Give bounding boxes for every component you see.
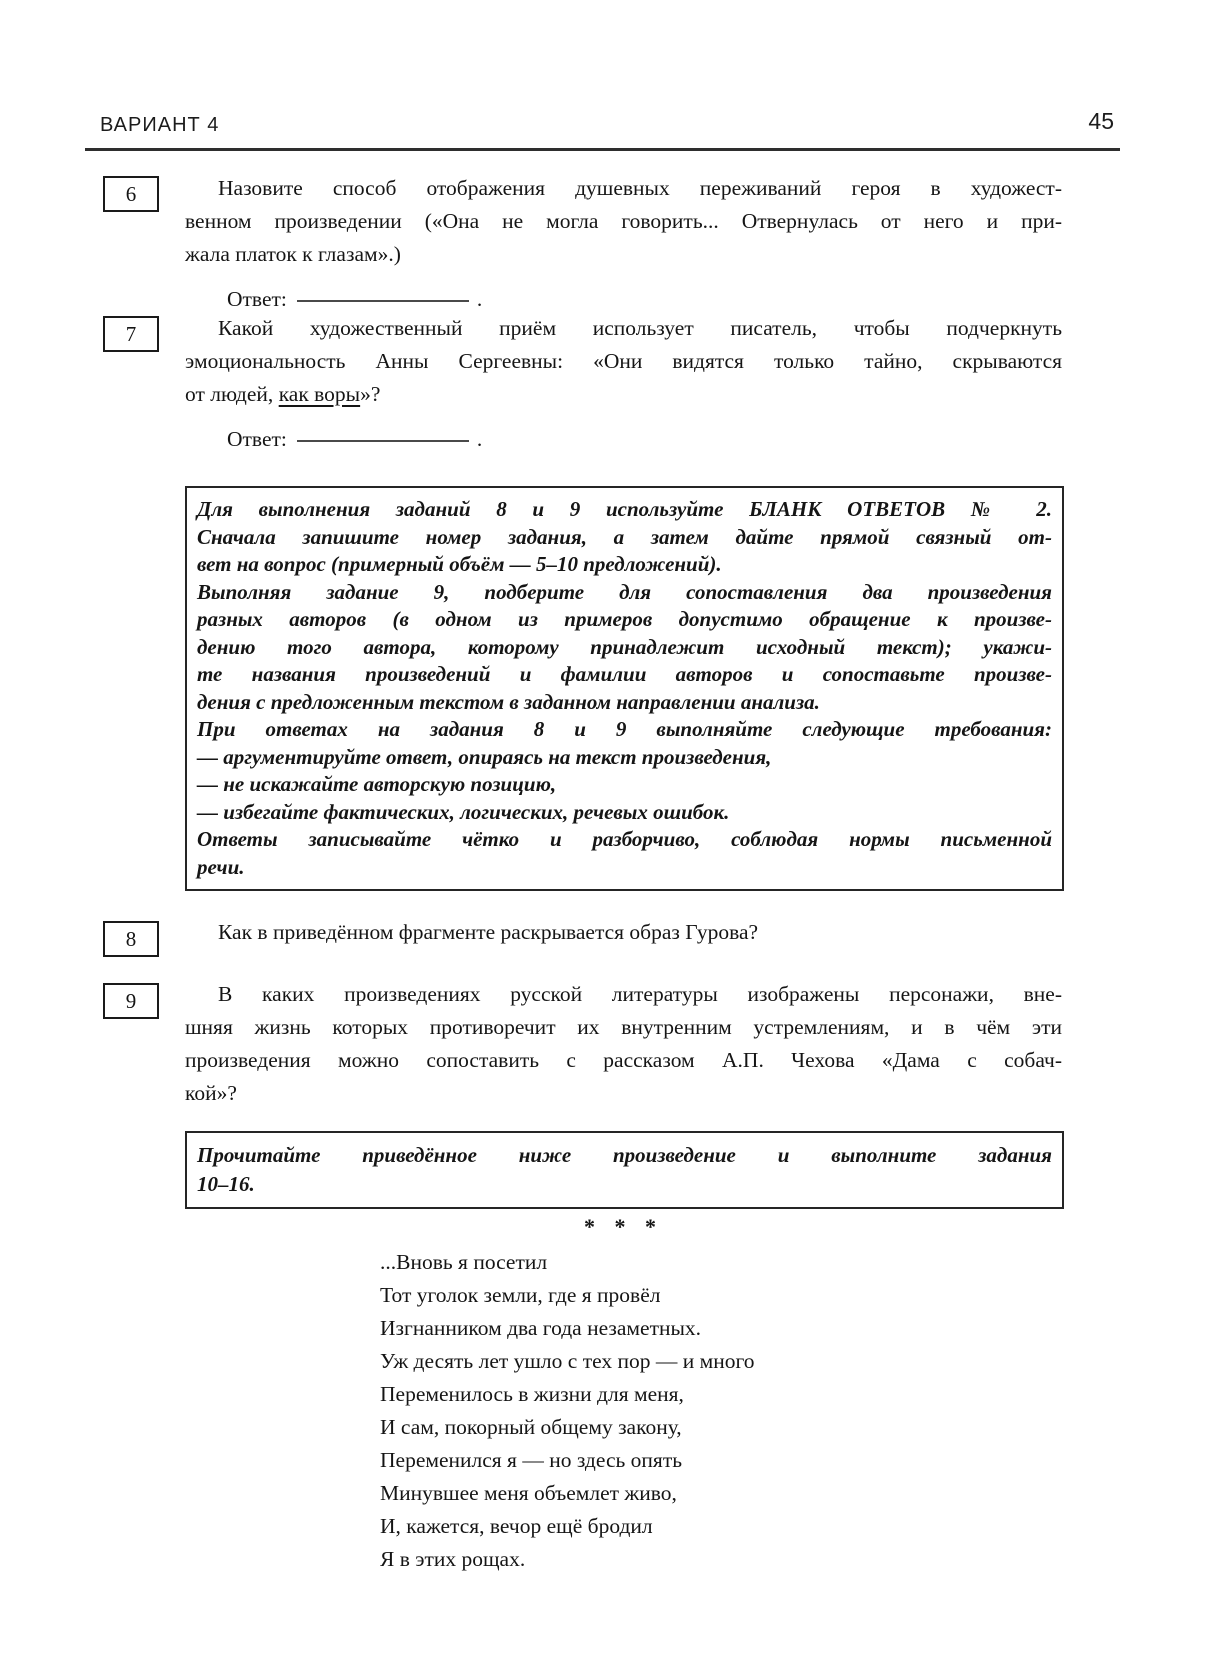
instruction-line: При ответах на задания 8 и 9 выполняйте следующие требования: (197, 717, 1052, 741)
instruction-line: вет на вопрос (примерный объём — 5–10 предложений). (197, 552, 722, 576)
answer-period: . (476, 427, 483, 451)
question-6-text (185, 172, 1062, 316)
question-9-line: кой»? (185, 1081, 237, 1105)
instruction-line: Прочитайте приведённое ниже произведение и выполните задания (197, 1143, 1052, 1167)
poem-line: Переменилось в жизни для меня, (380, 1382, 684, 1406)
question-9-line: произведения можно сопоставить с рассказом А.П. Чехова «Дама с собач- (185, 1048, 1062, 1072)
poem-line: Тот уголок земли, где я провёл (380, 1283, 661, 1307)
question-9-number: 9 (125, 988, 137, 1013)
instruction-line: разных авторов (в одном из примеров допустимо обращение к произве- (197, 607, 1052, 631)
poem-line: Я в этих рощах. (380, 1547, 526, 1571)
instruction-line: — избегайте фактических, логических, речевых ошибок. (197, 799, 730, 824)
question-9-text (185, 978, 1062, 1110)
question-8-number: 8 (125, 926, 137, 951)
poem-line: Переменился я — но здесь опять (380, 1448, 683, 1472)
question-6-line: Назовите способ отображения душевных переживаний героя в художест- (218, 176, 1062, 200)
question-7-underlined-phrase: как воры (278, 382, 361, 406)
instruction-line: дения с предложенным текстом в заданном направлении анализа. (197, 689, 820, 714)
instruction-line: Для выполнения заданий 8 и 9 используйте БЛАНК ОТВЕТОВ № 2. (197, 497, 1052, 521)
question-7-line3-suffix: »? (360, 382, 381, 406)
question-7-line (185, 378, 1062, 411)
poem-separator-asterisks: * * * (584, 1214, 663, 1239)
question-7-line: эмоциональность Анны Сергеевны: «Они видятся только тайно, скрываются (185, 349, 1062, 373)
question-9-line: В каких произведениях русской литературы изображены персонажи, вне- (218, 982, 1062, 1006)
instruction-line: — не искажайте авторскую позицию, (197, 772, 557, 796)
question-7-answer-row (185, 423, 1062, 456)
instruction-line: Выполняя задание 9, подберите для сопоставления два произведения (197, 579, 1052, 604)
answer-period: . (476, 287, 483, 311)
instruction-line: речи. (197, 854, 245, 879)
question-6-line: жала платок к глазам».) (185, 242, 401, 266)
question-8-line: Как в приведённом фрагменте раскрывается образ Гурова? (218, 920, 759, 944)
answer-label: Ответ: (227, 427, 287, 451)
question-8-text (185, 916, 1062, 949)
answer-blank-line (297, 439, 469, 442)
header-page-number: 45 (1088, 108, 1114, 134)
instruction-box-tasks-8-9 (185, 486, 1064, 891)
question-6-line: венном произведении («Она не могла говорить... Отвернулась от него и при- (185, 209, 1062, 233)
question-7-text (185, 312, 1062, 456)
instruction-line: Ответы записывайте чётко и разборчиво, соблюдая нормы письменной (197, 827, 1052, 851)
question-7-number: 7 (125, 321, 137, 346)
instruction-line: те названия произведений и фамилии авторов и сопоставьте произве- (197, 662, 1052, 686)
poem-text (380, 1246, 755, 1576)
poem-line: Минувшее меня объемлет живо, (380, 1481, 677, 1505)
question-7-line: Какой художественный приём использует писатель, чтобы подчеркнуть (218, 316, 1062, 340)
poem-line: Уж десять лет ушло с тех пор — и много (380, 1349, 755, 1373)
poem-line: ...Вновь я посетил (380, 1250, 548, 1274)
header-rule (85, 148, 1120, 151)
poem-line: И сам, покорный общему закону, (380, 1415, 682, 1439)
question-9-number-box (103, 983, 159, 1019)
question-9-line: шняя жизнь которых противоречит их внутренним устремлениям, и в чём эти (185, 1015, 1062, 1039)
instruction-line: дению того автора, которому принадлежит исходный текст); укажи- (197, 634, 1052, 659)
instruction-line: — аргументируйте ответ, опираясь на текст произведения, (197, 744, 772, 769)
question-6-number: 6 (125, 181, 137, 206)
poem-line: И, кажется, вечор ещё бродил (380, 1514, 653, 1538)
header-variant-label: ВАРИАНТ 4 (100, 114, 220, 136)
instruction-box-tasks-10-16 (185, 1131, 1064, 1209)
answer-label: Ответ: (227, 287, 287, 311)
answer-blank-line (297, 299, 469, 302)
question-6-number-box (103, 176, 159, 212)
question-8-number-box (103, 921, 159, 957)
poem-line: Изгнанником два года незаметных. (380, 1316, 702, 1340)
instruction-line: 10–16. (197, 1172, 255, 1196)
question-7-number-box (103, 316, 159, 352)
question-7-line3-prefix: от людей, (185, 382, 279, 406)
instruction-line: Сначала запишите номер задания, а затем дайте прямой связный от- (197, 524, 1052, 549)
